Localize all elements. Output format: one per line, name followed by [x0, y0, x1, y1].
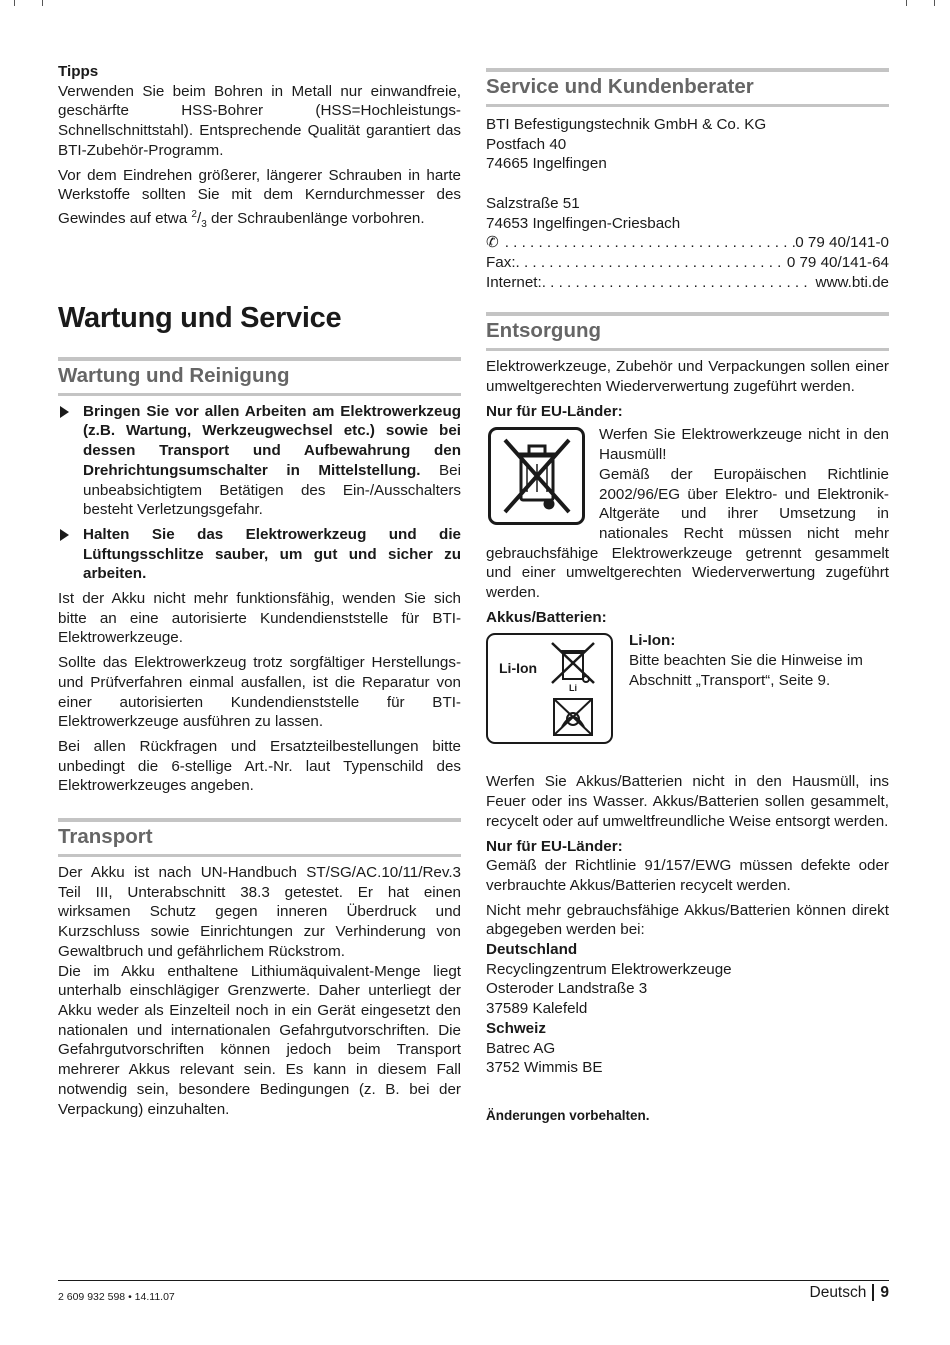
germany-heading: Deutschland [486, 941, 578, 959]
akku-heading: Akkus/Batterien: [486, 608, 607, 626]
phone-icon: ✆ [486, 234, 499, 252]
transport-paragraph: Die im Akku enthaltene Lithiumäquivalent-Menge liegt unterhalb einschlägiger Grenzwerte. Daher unterliegt der Akku weder als Einzelteil noch in ein Gerät eingesetzt den nationalen und internationalen Gefahrgutvorschriften. Die Gefahrgutvorschriften können jedoch beim Transport mehrerer Akkus relevant sein. Es kann in diesem Fall notwendig sein, besondere Bedingungen (z. B. bei der Verpackung) einzuhalten. [58, 962, 461, 1118]
tipps-paragraph-1: Verwenden Sie beim Bohren in Metall nur einwandfreie, geschärfte HSS-Bohrer (HSS=Hochleistungs-Schnellschnittstahl). Entsprechende Qualität garantiert das BTI-Zubehör-Programm. [58, 82, 461, 159]
germany-address-line: Recyclingzentrum Elektrowerkzeuge [486, 960, 732, 978]
footer-page-info [810, 1283, 890, 1303]
tipps-heading: Tipps [58, 63, 99, 80]
right-column [486, 68, 889, 1126]
bullet-item: Halten Sie das Elektrowerkzeug und die Lüftungsschlitze sauber, um gut und sicher zu arbeiten. [58, 525, 461, 584]
battery-recycling-icon: Li-Ion Li [486, 633, 613, 744]
liion-text: Bitte beachten Sie die Hinweise im Abschnitt „Transport“, Seite 9. [629, 652, 863, 689]
crop-mark [934, 0, 935, 6]
wartung-paragraph: Bei allen Rückfragen und Ersatzteilbestellungen bitte unbedingt die 6-stellige Art.-Nr. laut Typenschild des Elektrowerkzeuges angeben. [58, 737, 461, 795]
internet-row: Internet: . . . www.bti.de [486, 273, 889, 293]
fax-row: Fax: . . . 0 79 40/141-64 [486, 253, 889, 273]
section-heading-wartung: Wartung und Reinigung [58, 357, 461, 396]
eu-text-2: Gemäß der Europäischen Richtlinie 2002/96/EG über Elektro- und Elektronik-Altgeräte und ihrer Umsetzung in nationales Recht müssen nicht mehr gebrauchsfähige Elektrowerkzeuge getrennt gesammelt und einer umweltgerechten Wiederverwertung zugeführt werden. [486, 465, 889, 602]
eu2-paragraph-2: Nicht mehr gebrauchsfähige Akkus/Batterien können direkt abgegeben werden bei: [486, 901, 889, 939]
switzerland-address-line: Batrec AG [486, 1039, 556, 1057]
crop-mark [906, 0, 907, 6]
liion-heading: Li-Ion: [629, 632, 676, 650]
crossed-bin-icon [488, 427, 585, 525]
crop-mark [42, 0, 43, 6]
footer-rule [58, 1280, 889, 1281]
changes-notice: Änderungen vorbehalten. [486, 1108, 650, 1123]
page-number: 9 [880, 1284, 889, 1301]
footer-doc-number: 2 609 932 598 • 14.11.07 [58, 1291, 175, 1303]
triangle-bullet-icon [60, 406, 69, 418]
eu-text-1: Werfen Sie Elektrowerkzeuge nicht in den Hausmüll! [599, 426, 889, 464]
crop-mark [14, 0, 15, 6]
main-title: Wartung und Service [58, 301, 342, 334]
phone-row: ✆ . . . 0 79 40/141-0 [486, 233, 889, 253]
eu-heading: Nur für EU-Länder: [486, 402, 623, 420]
section-heading-entsorgung: Entsorgung [486, 312, 889, 351]
transport-paragraph: Der Akku ist nach UN-Handbuch ST/SG/AC.10/11/Rev.3 Teil III, Unterabschnitt 38.3 getestet. Er hat einen wirksamen Schutz gegen inneren Überdruck und Kurzschluss sowie Einrichtungen zur Verhinderung von Gewaltbruch und gefährlichem Rückstrom. [58, 864, 461, 960]
section-heading-service: Service und Kundenberater [486, 68, 889, 107]
germany-address-line: 37589 Kalefeld [486, 1000, 588, 1018]
footer-language: Deutsch [809, 1284, 867, 1301]
switzerland-heading: Schweiz [486, 1019, 546, 1037]
eu-heading-2: Nur für EU-Länder: [486, 837, 623, 855]
switzerland-address-line: 3752 Wimmis BE [486, 1059, 603, 1077]
battery-disposal-paragraph: Werfen Sie Akkus/Batterien nicht in den Hausmüll, ins Feuer oder ins Wasser. Akkus/Batterien sollen gesammelt, recycelt oder auf umweltfreundliche Weise entsorgt werden. [486, 773, 889, 830]
wartung-paragraph: Sollte das Elektrowerkzeug trotz sorgfältiger Herstellungs- und Prüfverfahren einmal ausfallen, ist die Reparatur von einer autorisierten Kundendienststelle für BTI-Elektrowerkzeuge ausführen zu lassen. [58, 654, 461, 731]
wartung-paragraph: Ist der Akku nicht mehr funktionsfähig, wenden Sie sich bitte an eine autorisierte Kundendienststelle für BTI-Elektrowerkzeuge. [58, 590, 461, 647]
entsorgung-paragraph: Elektrowerkzeuge, Zubehör und Verpackungen sollen einer umweltgerechten Wiederverwertung zugeführt werden. [486, 358, 889, 396]
bullet-item: Bringen Sie vor allen Arbeiten am Elektrowerkzeug (z.B. Wartung, Werkzeugwechsel etc.) sowie bei dessen Transport und Aufbewahrung den Drehrichtungsumschalter in Mittelstellung. Bei unbeabsichtigtem Betätigen des Ein-/Ausschalters besteht Verletzungsgefahr. [58, 402, 461, 520]
triangle-bullet-icon [60, 529, 69, 541]
section-heading-transport: Transport [58, 818, 461, 857]
address-block: BTI Befestigungstechnik GmbH & Co. KG Postfach 40 74665 Ingelfingen Salzstraße 51 74653 Ingelfingen-Criesbach [486, 116, 767, 232]
germany-address-line: Osteroder Landstraße 3 [486, 980, 648, 998]
eu2-paragraph-1: Gemäß der Richtlinie 91/157/EWG müssen defekte oder verbrauchte Akkus/Batterien recycelt werden. [486, 857, 889, 894]
left-column [58, 62, 461, 1119]
tipps-paragraph-2: Vor dem Eindrehen größerer, längerer Schrauben in harte Werkstoffe sollten Sie mit dem Kerndurchmesser des Gewindes auf etwa $^2/_3$ der Schraubenlänge vorbohren. [58, 166, 461, 231]
